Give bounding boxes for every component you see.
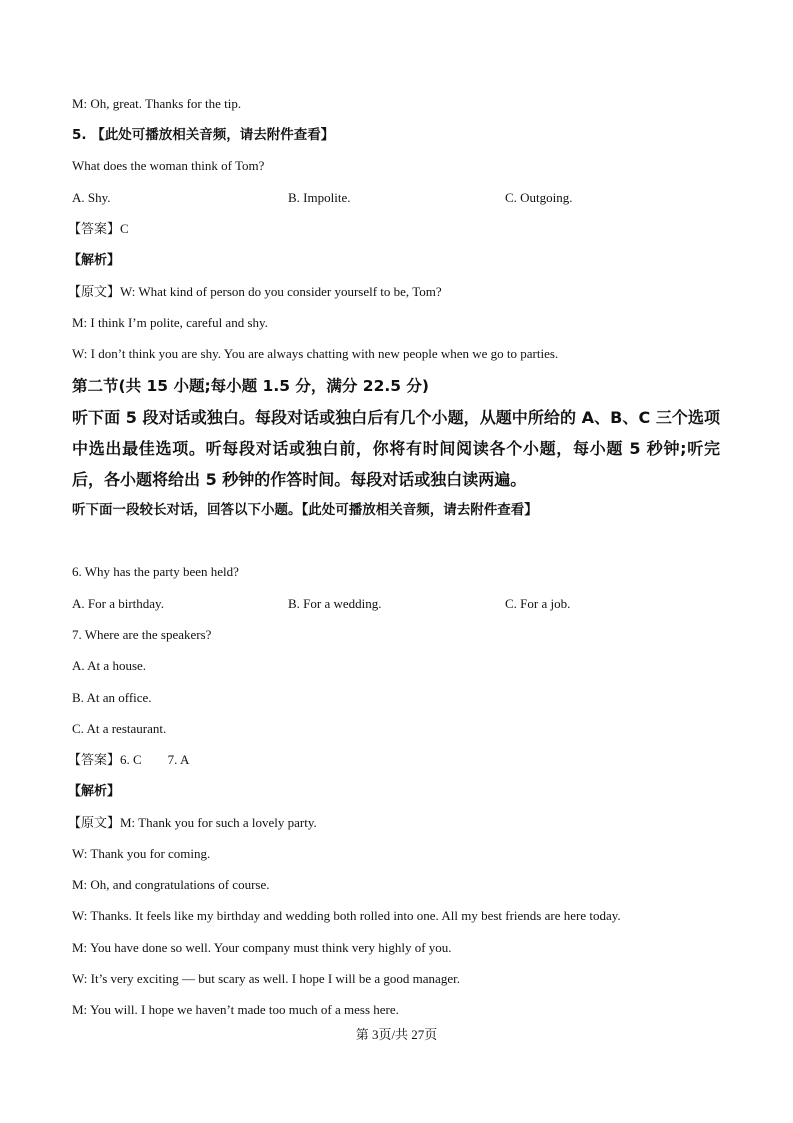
dialogue-line: M: Oh, great. Thanks for the tip.	[72, 96, 242, 111]
question-5-heading: 5. 【此处可播放相关音频，请去附件查看】	[72, 127, 335, 143]
answer-7: 7. A	[167, 752, 190, 767]
transcript-line: W: It’s very exciting — but scary as well. I hope I will be a good manager.	[72, 971, 460, 986]
question-6-option-c: C. For a job.	[505, 596, 571, 611]
section-2-title: 第二节(共 15 小题;每小题 1.5 分，满分 22.5 分)	[72, 377, 430, 395]
transcript-line: W: I don’t think you are shy. You are always chatting with new people when we go to parties.	[72, 346, 559, 361]
transcript-line: M: Oh, and congratulations of course.	[72, 877, 270, 892]
question-5-option-c: C. Outgoing.	[505, 190, 573, 205]
question-5-text: What does the woman think of Tom?	[72, 158, 265, 173]
question-5-option-b: B. Impolite.	[288, 190, 351, 205]
question-5-option-a: A. Shy.	[72, 190, 111, 205]
question-7-option-a: A. At a house.	[72, 658, 147, 673]
answer-6: 【答案】6. C	[68, 752, 142, 767]
transcript-line: 【原文】M: Thank you for such a lovely party.	[68, 815, 317, 830]
question-7-text: 7. Where are the speakers?	[72, 627, 212, 642]
answers-6-7-analysis-label: 【解析】	[68, 783, 121, 798]
transcript-line: W: Thanks. It feels like my birthday and wedding both rolled into one. All my best friends are here today.	[72, 908, 621, 923]
question-7-option-c: C. At a restaurant.	[72, 721, 167, 736]
question-5-analysis-label: 【解析】	[68, 252, 121, 267]
question-7-option-b: B. At an office.	[72, 690, 152, 705]
question-6-text: 6. Why has the party been held?	[72, 564, 239, 579]
transcript-line: M: You will. I hope we haven’t made too much of a mess here.	[72, 1002, 399, 1017]
transcript-line: M: I think I’m polite, careful and shy.	[72, 315, 268, 330]
transcript-line: M: You have done so well. Your company must think very highly of you.	[72, 940, 452, 955]
answers-6-7	[68, 752, 189, 768]
question-6-option-b: B. For a wedding.	[288, 596, 382, 611]
page-number-footer: 第 3页/共 27页	[355, 1027, 438, 1042]
transcript-line: W: Thank you for coming.	[72, 846, 211, 861]
transcript-line: 【原文】W: What kind of person do you consider yourself to be, Tom?	[68, 284, 442, 299]
section-2-listening-note: 听下面一段较长对话，回答以下小题。【此处可播放相关音频，请去附件查看】	[72, 502, 538, 518]
question-5-answer: 【答案】C	[68, 221, 129, 236]
section-2-instructions: 听下面 5 段对话或独白。每段对话或独白后有几个小题，从题中所给的 A、B、C 三个选项中选出最佳选项。听每段对话或独白前，你将有时间阅读各个小题，每小题 5 秒钟;听完后，各小题将给出 5 秒钟的作答时间。每段对话或独白读两遍。	[72, 408, 720, 489]
question-6-option-a: A. For a birthday.	[72, 596, 164, 611]
